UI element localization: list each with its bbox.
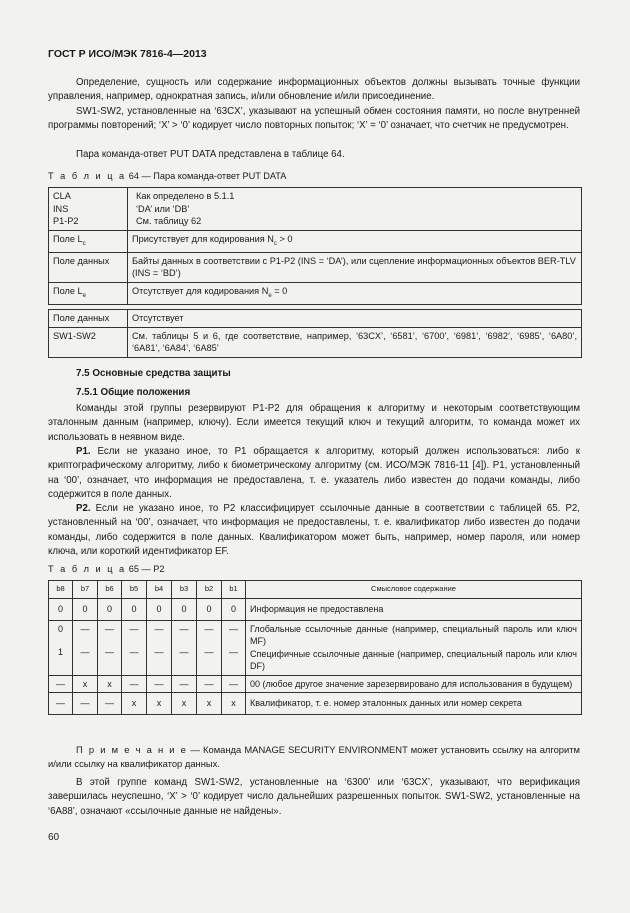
bit-value: 1 xyxy=(57,647,63,657)
bit-value: — xyxy=(204,623,214,634)
paragraph-put-data: Пара команда-ответ PUT DATA представлена в таблице 64. xyxy=(76,149,345,160)
table-row xyxy=(49,230,582,252)
bit-cell: 0 xyxy=(222,598,246,620)
section-heading: 7.5 Основные средства защиты xyxy=(76,368,231,379)
table-cell: Поле $L_c$ xyxy=(49,230,128,252)
bit-value: — xyxy=(179,647,189,657)
bit-cell: x xyxy=(197,693,222,715)
note-prefix: П р и м е ч а н и е xyxy=(76,744,188,755)
note-text: — Команда MANAGE SECURITY ENVIRONMENT может установить ссылку на алгоритм и/или ссылку на квалификатор данных. xyxy=(48,744,580,770)
table-cell: SW1-SW2 xyxy=(49,327,128,357)
bit-value: — xyxy=(129,647,139,657)
page-number: 60 xyxy=(48,832,60,843)
table-cell: CLA INS P1-P2 xyxy=(49,188,128,231)
meaning-text: Специфичные ссылочные данные (например, специальный пароль или ключ DF) xyxy=(250,648,577,671)
bit-cell: — xyxy=(98,693,122,715)
table-65-p2 xyxy=(48,580,582,715)
bit-cell: x xyxy=(122,693,147,715)
bit-cell: — xyxy=(49,675,73,693)
meaning-cell: Информация не предоставлена xyxy=(246,598,582,620)
bit-cell xyxy=(222,620,246,675)
bit-cell: 0 xyxy=(147,598,172,620)
table-row xyxy=(49,252,582,282)
column-header: b6 xyxy=(98,581,122,599)
table-row xyxy=(49,620,582,675)
bit-value: — xyxy=(154,647,164,657)
bit-cell: 0 xyxy=(49,598,73,620)
column-header: b4 xyxy=(147,581,172,599)
bit-cell xyxy=(49,620,73,675)
column-header: b3 xyxy=(172,581,197,599)
bit-cell: — xyxy=(197,675,222,693)
paragraph-definition: Определение, сущность или содержание информационных объектов должны вызывать точные функции управления, например, однократная запись, и/или обновление и/или присоединение. xyxy=(48,77,580,103)
paragraph-verification: В этой группе команд SW1-SW2, установленные на ‘6300’ или ‘63CX’, указывают, что верификация завершилась неуспешно, ‘X’ > ‘0’ кодирует число дальнейших разрешенных попыток. SW1-SW2, установленные на ‘6A88’, означают «ссылочные данные не найдены». xyxy=(48,777,580,817)
bit-value: — xyxy=(105,647,114,657)
bit-cell: x xyxy=(147,693,172,715)
table-65-caption xyxy=(48,564,164,574)
bit-cell: — xyxy=(172,675,197,693)
bit-cell: — xyxy=(122,675,147,693)
column-header: b1 xyxy=(222,581,246,599)
meaning-cell xyxy=(246,620,582,675)
paragraph-sw1-sw2: SW1-SW2, установленные на ‘63CX’, указывают на успешный обмен состояния памяти, но после внутренней программы повторений; ‘X’ > ‘0’ кодирует число повторных попыток; ‘X’ = ‘0’ означает, что счетчик не предусмотрен. xyxy=(48,106,580,132)
bit-cell: 0 xyxy=(73,598,98,620)
bit-cell: 0 xyxy=(197,598,222,620)
table-row xyxy=(49,693,582,715)
table-cell: Отсутствует для кодирования $N_e = 0$ xyxy=(128,282,582,304)
bit-cell: x xyxy=(172,693,197,715)
table-header-row xyxy=(49,581,582,599)
column-header: b7 xyxy=(73,581,98,599)
note xyxy=(48,743,580,772)
meaning-cell: Квалификатор, т. е. номер эталонных данных или номер секрета xyxy=(246,693,582,715)
bit-cell: x xyxy=(98,675,122,693)
bit-value: — xyxy=(229,647,238,657)
p2-text: Если не указано иное, то P2 классифицирует ссылочные данные в соответствии с таблицей 65. P2, установленный на ‘00’, означает, что информация не предоставлены, т. е. квалификатор либо известен до подачи команды, либо содержится в поле данных. Квалификатором может быть, например, номер пароля, или номер ключа, или короткий идентификатор EF. xyxy=(48,503,580,557)
table-cell: Поле $L_e$ xyxy=(49,282,128,304)
p2-label: P2. xyxy=(76,503,91,514)
table-row xyxy=(49,282,582,304)
table-cell: Как определено в 5.1.1 ‘DA’ или ‘DB’ См. таблицу 62 xyxy=(128,188,582,231)
bit-cell: — xyxy=(49,693,73,715)
p1-text: Если не указано иное, то P1 обращается к алгоритму, который должен использоваться: либо к криптографическому алгоритму, либо к биометрическому алгоритму (см. ИСО/МЭК 7816-11 [4]). P1, установленный на ‘00’, означает, что информация не предоставлена, т. е. указатель либо известен до подачи команды, либо содержится в поле данных. xyxy=(48,446,580,500)
table-65-caption-prefix: Т а б л и ц а xyxy=(48,564,127,574)
subsection-heading: 7.5.1 Общие положения xyxy=(76,387,191,398)
table-row xyxy=(49,188,582,231)
column-header: Смысловое содержание xyxy=(246,581,582,599)
column-header: b8 xyxy=(49,581,73,599)
column-header: b5 xyxy=(122,581,147,599)
bit-cell: — xyxy=(147,675,172,693)
bit-cell: — xyxy=(73,693,98,715)
paragraph-p1 xyxy=(48,445,580,502)
paragraph-p2 xyxy=(48,502,580,559)
meaning-cell: 00 (любое другое значение зарезервировано для использования в будущем) xyxy=(246,675,582,693)
table-cell: См. таблицы 5 и 6, где соответствие, например, ‘63CX’, ‘6581’, ‘6700’, ‘6981’, ‘6982’, ‘6985’, ‘6A80’, ‘6A81’, ‘6A84’, ‘6A85’ xyxy=(128,327,582,357)
bit-cell: — xyxy=(222,675,246,693)
meaning-text: Глобальные ссылочные данные (например, специальный пароль или ключ MF) xyxy=(250,623,577,646)
bit-value: 0 xyxy=(57,623,63,634)
table-cell: Присутствует для кодирования $N_c > 0$ xyxy=(128,230,582,252)
table-64-response xyxy=(48,309,582,358)
bit-cell xyxy=(73,620,98,675)
bit-value: — xyxy=(129,623,139,634)
bit-value: — xyxy=(229,623,238,634)
p1-label: P1. xyxy=(76,446,91,457)
table-row xyxy=(49,310,582,328)
bit-cell xyxy=(98,620,122,675)
table-64-command xyxy=(48,187,582,305)
bit-cell xyxy=(147,620,172,675)
table-cell: Поле данных xyxy=(49,252,128,282)
bit-value: — xyxy=(154,623,164,634)
table-64-caption-prefix: Т а б л и ц а xyxy=(48,171,127,181)
table-row xyxy=(49,598,582,620)
table-row xyxy=(49,675,582,693)
paragraph-command-group: Команды этой группы резервируют P1-P2 для обращения к алгоритму и некоторым соответствующим эталонным данным (например, ключу). Если имеется текущий ключ и текущий алгоритм, то команда может их использовать в неявном виде. xyxy=(48,403,580,443)
bit-cell xyxy=(122,620,147,675)
table-65-caption-text: 65 — P2 xyxy=(128,564,165,574)
bit-value: — xyxy=(204,647,214,657)
bit-cell: x xyxy=(222,693,246,715)
bit-cell: 0 xyxy=(172,598,197,620)
bit-value: — xyxy=(105,623,114,634)
bit-cell xyxy=(197,620,222,675)
bit-cell: x xyxy=(73,675,98,693)
bit-cell: 0 xyxy=(122,598,147,620)
bit-value: — xyxy=(80,647,90,657)
document-header: ГОСТ Р ИСО/МЭК 7816-4—2013 xyxy=(48,48,207,60)
table-64-caption xyxy=(48,171,286,181)
bit-cell: 0 xyxy=(98,598,122,620)
table-cell: Отсутствует xyxy=(128,310,582,328)
table-row xyxy=(49,327,582,357)
bit-value: — xyxy=(179,623,189,634)
bit-cell xyxy=(172,620,197,675)
table-cell: Байты данных в соответствии с P1-P2 (INS = ‘DA’), или сцепление информационных объектов BER-TLV (INS = ‘BD’) xyxy=(128,252,582,282)
column-header: b2 xyxy=(197,581,222,599)
table-cell: Поле данных xyxy=(49,310,128,328)
bit-value: — xyxy=(80,623,90,634)
table-64-caption-text: 64 — Пара команда-ответ PUT DATA xyxy=(128,171,287,181)
